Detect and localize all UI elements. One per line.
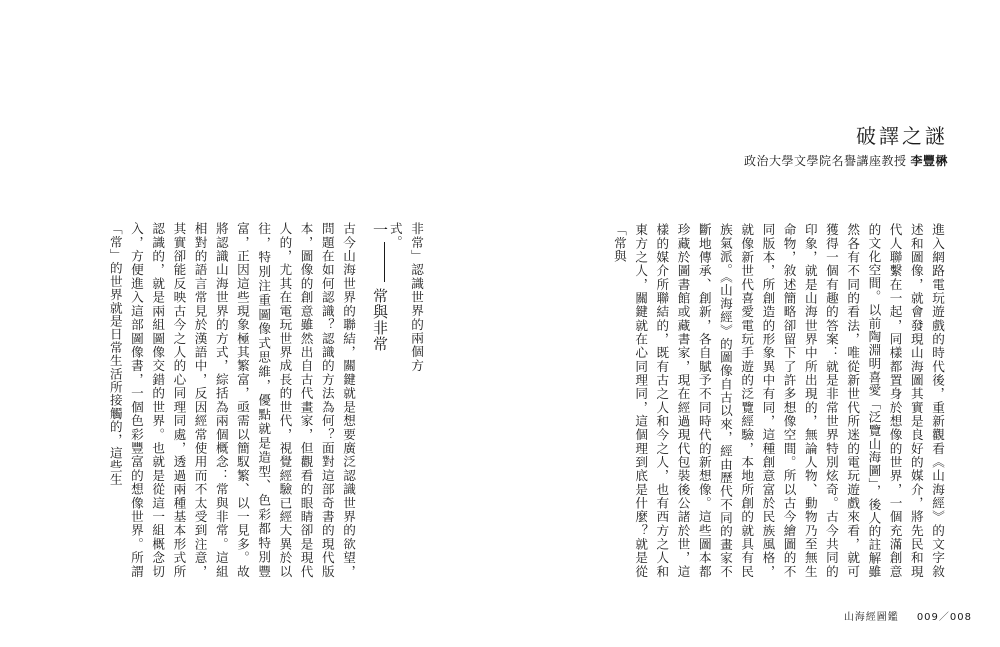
continued-text-column: 非常」認識世界的兩個方式。 <box>387 222 424 372</box>
left-page-body-text: 古今山海世界的聯結，關鍵就是想要廣泛認識世界的欲望，問題在如何認識？認識的方法為何？面對這部奇書的現代版本，圖像的創意雖然出自古代畫家，但觀看的眼睛卻是現代人的，尤其在電玩世界成長的世代，視覺經驗已經大異於以往，特別注重圖像式思維，優點就是造型、色彩都特別豐富，正因這些現象極其繁富，亟需以簡馭繁、以一見多。故將認識山海世界的方式，綜括為兩個概念：常與非常。這組相對的語言常見於漢語中，反因經常使用而不太受到注意，其實卻能反映古今之人的心同理同處，透過兩種基本形式所認識的，就是兩組圖像交錯的世界。也就是從這一組概念切入，方便進入這部圖像書，一個色彩豐富的想像世界。所謂「常」的世界就是日常生活所接觸的，這些生 <box>107 222 356 578</box>
section-rule <box>384 242 385 282</box>
right-page-body-text: 進入網路電玩遊戲的時代後，重新觀看《山海經》的文字敘述和圖像，就會發現山海圖其實是良好的媒介，將先民和現代人聯繫在一起，同樣都置身於想像的世界，一個充滿創意的文化空間。以前陶淵明喜愛「泛覽山海圖」，後人的註解雖然各有不同的看法，唯從新世代所迷的電玩遊戲來看，就可獲得一個有趣的答案：就是非常世界特別炫奇。古今共同的印象，就是山海世界中所出現的，無論人物、動物乃至無生命物，敘述簡略卻留下了許多想像空間。所以古今繪圖的不同版本，所創造的形象異中有同，這種創意富於民族風格，就像新世代喜愛電玩手遊的泛覽經驗，本地所創的就具有民族氣派。《山海經》的圖像自古以來，經由歷代不同的畫家不斷地傳承、創新，各自賦予不同時代的新想像。這些圖本都珍藏於圖書館或藏書家，現在經過現代包裝後公諸於世，這樣的媒介所聯結的，既有古之人和今之人，也有西方之人和東方之人，關鍵就在心同理同，這個理到底是什麼？就是從「常與 <box>611 223 945 578</box>
page-number: 009／008 <box>916 612 972 623</box>
section-heading <box>365 222 391 362</box>
article-title: 破譯之謎 <box>856 124 948 148</box>
page-footer <box>844 608 972 623</box>
author-affiliation: 政治大學文學院名譽講座教授 <box>743 154 907 168</box>
section-number: 一 <box>371 222 389 238</box>
author-name: 李豐楙 <box>910 154 948 168</box>
running-book-title: 山海經圖鑑 <box>843 612 899 623</box>
section-title: 常與非常 <box>371 288 389 352</box>
author-byline <box>744 152 948 169</box>
